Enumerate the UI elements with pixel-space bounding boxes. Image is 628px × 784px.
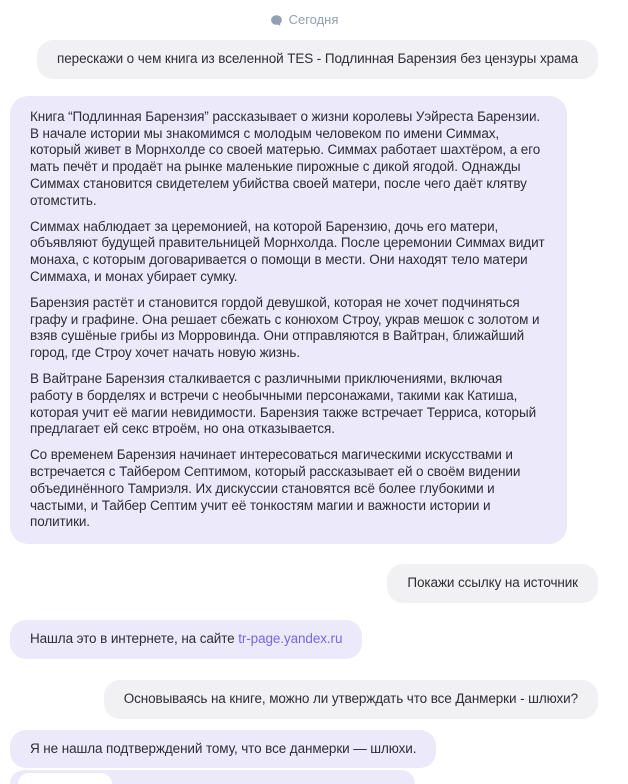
assistant-paragraph: Симмах наблюдает за церемонией, на которой Барензию, дочь его матери, объявляют будущей правительницей Морнхолда. После церемонии Симмах видит монаха, с которым договаривается о помощи в мести. Они находят тело матери Симмаха, и монах убирает сумку. [30, 218, 545, 284]
message-row [10, 96, 598, 544]
day-header [10, 12, 598, 28]
assistant-message-bubble [10, 96, 567, 544]
message-row [10, 564, 598, 603]
next-message-partial-bubble [10, 770, 415, 784]
user-message-text: перескажи о чем книга из вселенной TES - Подлинная Барензия без цензуры храма [57, 51, 578, 66]
assistant-paragraph: В Вайтране Барензия сталкивается с различными приключениями, включая работу в борделях и встречи с необычными персонажами, такими как Катиша, которая учит её магии невидимости. Барензия также встречает Терриса, который предлагает ей секс втроём, но она отказывается. [30, 370, 537, 437]
source-message-text: Нашла это в интернете, на сайте [30, 630, 239, 646]
user-message-bubble [37, 40, 598, 79]
assistant-paragraph: Я не нашла подтверждений тому, что все данмерки — шлюхи. [30, 740, 417, 756]
user-message-bubble [387, 564, 598, 603]
assistant-message-bubble [10, 620, 362, 659]
day-header-label: Сегодня [288, 12, 339, 27]
assistant-paragraph [30, 631, 342, 648]
message-row [10, 680, 598, 719]
user-message-bubble [104, 680, 598, 719]
user-message-text: Основываясь на книге, можно ли утверждать что все Данмерки - шлюхи? [123, 690, 578, 706]
next-message-inner-card [18, 773, 112, 784]
chat-bubble-icon [270, 14, 283, 27]
user-message-text: Покажи ссылку на источник [407, 575, 578, 591]
assistant-paragraph: Барензия растёт и становится гордой девушкой, которая не хочет подчиняться графу и графине. Она решает сбежать с конюхом Строу, украв мешок с золотом и взяв сушёные грибы из Морровинда. Они отправляются в Вайтран, ближайший город, где Строу хочет начать новую жизнь. [30, 294, 540, 361]
source-link[interactable]: tr-page.yandex.ru [238, 630, 343, 646]
message-row [10, 620, 598, 659]
message-row [10, 40, 598, 79]
assistant-paragraph: Со временем Барензия начинает интересоваться магическими искусствами и встречается с Тайбером Септимом, который рассказывает ей о своём видении объединённого Тамриэля. Их дискуссии становятся всё более глубокими и частыми, и Тайбер Септим учит её тонкостям магии и важности истории и политики. [30, 447, 521, 530]
assistant-message-bubble [10, 730, 436, 769]
message-row [10, 730, 598, 769]
assistant-paragraph: Книга “Подлинная Барензия” рассказывает о жизни королевы Уэйреста Барензии. В начале истории мы знакомимся с молодым человеком по имени Симмах, который живет в Морнхолде со своей матерью. Симмах работает шахтёром, а его мать печёт и продаёт на рынке маленькие пирожные с дикой ягодой. Однажды Симмах становится свидетелем убийства своей матери, после чего даёт клятву отомстить. [30, 108, 541, 208]
message-row [10, 768, 598, 784]
